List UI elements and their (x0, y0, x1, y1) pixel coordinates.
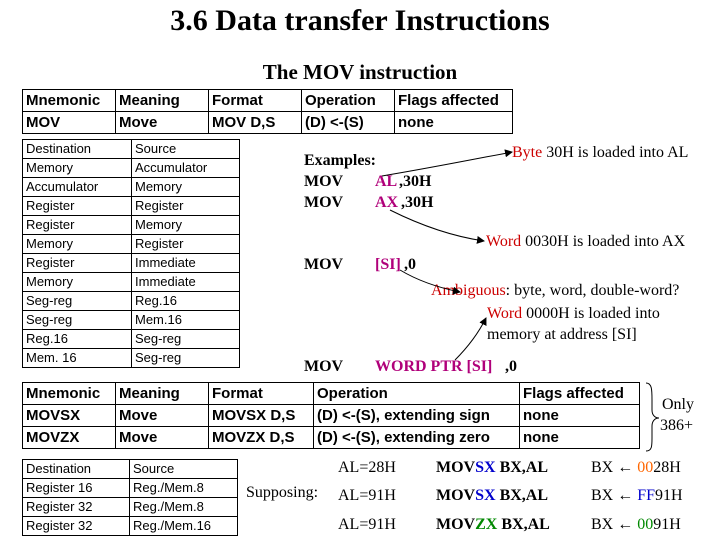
note-text: 0000H is loaded into (522, 305, 660, 322)
table-cell: (D) <-(S), extending sign (314, 405, 520, 427)
table-cell: MOVSX (23, 405, 116, 427)
note-text: : byte, word, double-word? (505, 282, 680, 299)
ext-operand-table (22, 459, 238, 536)
mnemonic: MOV (304, 358, 344, 375)
mov-table (22, 89, 513, 134)
table-cell: MOV D,S (209, 112, 302, 134)
table-cell: Accumulator (132, 159, 240, 178)
table-row (23, 498, 238, 517)
note-ambiguous (431, 282, 679, 300)
register-operand: AL (375, 173, 398, 190)
table-header-row (23, 460, 238, 479)
operand-rest: ,0 (505, 358, 517, 375)
table-cell: Seg-reg (132, 349, 240, 368)
table-cell: Memory (23, 159, 132, 178)
operand-rest: ,30H (399, 173, 432, 190)
table-cell: Seg-reg (23, 292, 132, 311)
only-note-line2: 386+ (660, 417, 694, 434)
operands: BX,AL (495, 459, 549, 476)
note-keyword: Word (487, 305, 523, 322)
result-high-byte: 00 (637, 459, 654, 476)
operand-table (22, 139, 240, 368)
mnemonic: MOV (304, 256, 344, 273)
table-cell: none (395, 112, 513, 134)
extension-suffix: ZX (475, 516, 498, 533)
example-mov-word-ptr (304, 358, 517, 376)
instruction (436, 516, 550, 534)
note-byte (512, 144, 688, 162)
table-cell: none (520, 405, 640, 427)
mnemonic: MOV (304, 173, 344, 190)
mnemonic: MOV (436, 487, 476, 504)
table-header-cell: Meaning (116, 90, 209, 112)
table-row (23, 197, 240, 216)
table-row (23, 254, 240, 273)
result (591, 459, 681, 477)
result-low-byte: 91H (655, 487, 683, 504)
table-cell: Memory (132, 178, 240, 197)
table-cell: Seg-reg (132, 330, 240, 349)
result-target: BX ← (591, 459, 638, 476)
table-header-cell: Flags affected (395, 90, 513, 112)
table-cell: none (520, 427, 640, 449)
table-cell: Register (23, 216, 132, 235)
table-header-cell: Meaning (116, 383, 209, 405)
supposing-label: Supposing: (246, 484, 319, 501)
note-word (486, 233, 685, 251)
table-cell: MOVZX D,S (209, 427, 314, 449)
table-cell: Memory (23, 235, 132, 254)
table-cell: Register (23, 254, 132, 273)
table-header-cell: Source (130, 460, 238, 479)
table-row (23, 427, 640, 449)
result-low-byte: 28H (653, 459, 681, 476)
supposing-row (338, 459, 718, 481)
result (591, 516, 681, 534)
operands: BX,AL (497, 516, 550, 533)
register-operand: [SI] (375, 256, 401, 273)
note-word-memory-line2: memory at address [SI] (487, 326, 637, 343)
table-cell: MOV (23, 112, 116, 134)
arrow-word-memory (455, 318, 486, 360)
table-row (23, 330, 240, 349)
example-mov-si (304, 256, 416, 274)
table-row (23, 159, 240, 178)
table-row (23, 178, 240, 197)
table-cell: Seg-reg (23, 311, 132, 330)
table-header-cell: Flags affected (520, 383, 640, 405)
table-row (23, 235, 240, 254)
note-text: 30H is loaded into AL (542, 144, 689, 161)
note-text: 0030H is loaded into AX (521, 233, 686, 250)
al-value: AL=91H (338, 487, 396, 504)
table-cell: Reg.16 (132, 292, 240, 311)
examples-label: Examples: (304, 152, 376, 169)
table-cell: Accumulator (23, 178, 132, 197)
movsx-table (22, 382, 640, 449)
supposing-row (338, 487, 718, 509)
table-cell: Memory (132, 216, 240, 235)
table-header-cell: Format (209, 383, 314, 405)
note-word-memory (487, 305, 660, 323)
table-cell: Immediate (132, 273, 240, 292)
table-row (23, 216, 240, 235)
result-low-byte: 91H (653, 516, 681, 533)
table-header-cell: Destination (23, 140, 132, 159)
mnemonic: MOV (436, 516, 476, 533)
note-keyword: Word (486, 233, 522, 250)
table-row (23, 292, 240, 311)
result-high-byte: FF (637, 487, 656, 504)
table-row (23, 273, 240, 292)
table-cell: Register 32 (23, 517, 130, 536)
table-header-row (23, 90, 513, 112)
table-row (23, 349, 240, 368)
operands: BX,AL (495, 487, 549, 504)
result-target: BX ← (591, 487, 638, 504)
table-cell: Register (23, 197, 132, 216)
al-value: AL=91H (338, 516, 396, 533)
instruction (436, 487, 548, 505)
result (591, 487, 683, 505)
table-header-row (23, 140, 240, 159)
table-cell: Memory (23, 273, 132, 292)
table-cell: Reg./Mem.8 (130, 479, 238, 498)
result-high-byte: 00 (637, 516, 654, 533)
operand-rest: ,30H (401, 194, 434, 211)
table-header-cell: Source (132, 140, 240, 159)
note-keyword: Ambiguous (431, 282, 506, 299)
table-cell: (D) <-(S) (302, 112, 395, 134)
table-row (23, 405, 640, 427)
table-cell: MOVSX D,S (209, 405, 314, 427)
supposing-row (338, 516, 718, 538)
instruction (436, 459, 548, 477)
table-cell: Register 32 (23, 498, 130, 517)
table-cell: (D) <-(S), extending zero (314, 427, 520, 449)
table-header-cell: Format (209, 90, 302, 112)
example-mov-ax (304, 194, 434, 212)
table-header-cell: Mnemonic (23, 90, 116, 112)
table-header-cell: Mnemonic (23, 383, 116, 405)
table-header-cell: Operation (302, 90, 395, 112)
register-operand: AX (375, 194, 399, 211)
extension-suffix: SX (475, 487, 496, 504)
table-header-cell: Operation (314, 383, 520, 405)
note-keyword: Byte (512, 144, 543, 161)
page-subtitle: The MOV instruction (262, 60, 458, 84)
table-row (23, 479, 238, 498)
mnemonic: MOV (304, 194, 344, 211)
table-cell: Register (132, 235, 240, 254)
table-cell: Mem.16 (132, 311, 240, 330)
table-cell: Reg./Mem.16 (130, 517, 238, 536)
table-cell: Mem. 16 (23, 349, 132, 368)
table-cell: MOVZX (23, 427, 116, 449)
table-header-cell: Destination (23, 460, 130, 479)
table-cell: Reg./Mem.8 (130, 498, 238, 517)
table-cell: Move (116, 427, 209, 449)
table-row (23, 311, 240, 330)
brace (646, 383, 659, 451)
table-cell: Register 16 (23, 479, 130, 498)
table-cell: Immediate (132, 254, 240, 273)
page-title: 3.6 Data transfer Instructions (170, 4, 550, 37)
operand-rest: ,0 (404, 256, 416, 273)
table-row (23, 517, 238, 536)
mnemonic: MOV (436, 459, 476, 476)
al-value: AL=28H (338, 459, 396, 476)
register-operand: WORD PTR [SI] (375, 358, 493, 375)
table-cell: Move (116, 405, 209, 427)
only-note-line1: Only (662, 396, 694, 413)
result-target: BX ← (591, 516, 638, 533)
table-cell: Move (116, 112, 209, 134)
arrow-word (390, 210, 484, 241)
table-cell: Reg.16 (23, 330, 132, 349)
table-cell: Register (132, 197, 240, 216)
table-header-row (23, 383, 640, 405)
extension-suffix: SX (475, 459, 496, 476)
example-mov-al (304, 173, 432, 191)
table-row (23, 112, 513, 134)
